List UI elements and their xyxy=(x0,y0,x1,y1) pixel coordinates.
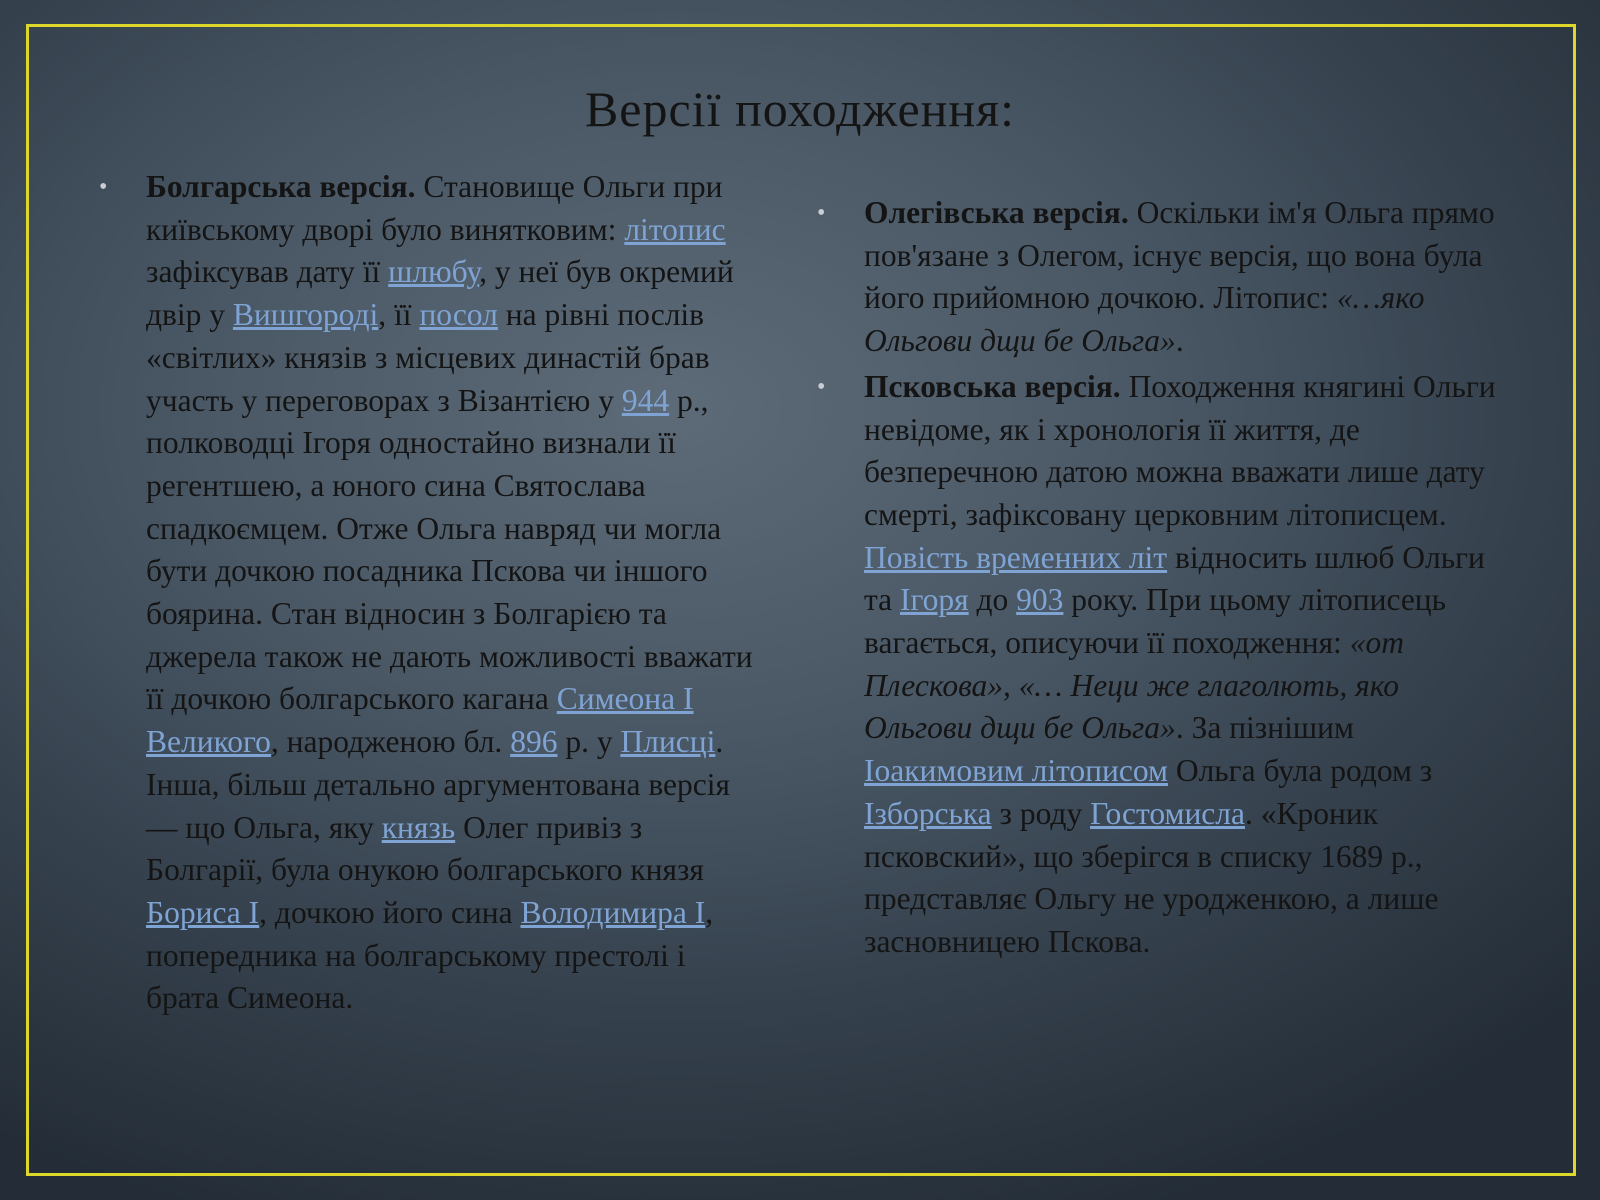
item-text: Олег привіз з Болгарії, була онукою болгарського князя xyxy=(146,809,704,888)
item-text: року. При цьому літописець вагається, описуючи її походження: xyxy=(864,582,1447,661)
link-shliub[interactable]: шлюбу xyxy=(388,254,480,290)
item-text: до xyxy=(968,582,1017,618)
link-izborsk[interactable]: Ізборська xyxy=(864,795,992,831)
oleg-version-item xyxy=(817,192,1504,363)
bullet-icon: • xyxy=(817,200,826,226)
item-text: . Інша, більш детально аргументована версія — що Ольга, яку xyxy=(146,724,730,845)
item-heading: Олегівська версія. xyxy=(864,195,1129,230)
pskov-version-item xyxy=(817,366,1504,964)
item-heading: Псковська версія. xyxy=(864,368,1121,404)
link-posol[interactable]: посол xyxy=(419,297,498,333)
item-text: , її xyxy=(378,297,420,333)
item-text: . За пізнішим xyxy=(1175,710,1354,746)
link-povist[interactable]: Повість временних літ xyxy=(864,539,1168,575)
item-text: Походження княгині Ольги невідоме, як і хронологія її життя, де безперечною датою можна вважати лише дату смерті, зафіксовану церковним літописцем. xyxy=(864,368,1496,532)
item-text: р. у xyxy=(557,724,621,760)
link-pliska[interactable]: Плисці xyxy=(620,724,716,760)
item-text: на рівні послів «світлих» князів з місцевих династій брав участь у переговорах з Візантією у xyxy=(146,297,710,418)
item-text: , народженою бл. xyxy=(270,724,511,760)
link-vyshhorod[interactable]: Вишгороді xyxy=(232,297,379,333)
right-column xyxy=(817,192,1504,967)
item-text: . «Кроник псковский», що зберігся в списку 1689 р., представляє Ольгу не уродженкою, а лише засновницею Пскова. xyxy=(864,795,1439,959)
item-text: , попередника на болгарському престолі і брата Симеона. xyxy=(146,894,714,1016)
item-text: . xyxy=(1175,323,1184,359)
item-text: відносить шлюб Ольги та xyxy=(864,539,1485,618)
link-volodymyr[interactable]: Володимира I xyxy=(520,894,706,930)
chronicle-quote: «…яко Ольгови дщи бе Ольга» xyxy=(864,280,1425,359)
item-text: Становище Ольги при київському дворі було винятковим: xyxy=(146,169,723,247)
item-text: , дочкою його сина xyxy=(259,894,521,930)
link-litopys[interactable]: літопис xyxy=(624,211,726,247)
link-gostomysl[interactable]: Гостомисла xyxy=(1090,795,1245,831)
link-944[interactable]: 944 xyxy=(621,382,670,418)
item-text: , у неї був окремий двір у xyxy=(146,254,734,333)
link-903[interactable]: 903 xyxy=(1016,582,1064,618)
item-text: р., полководці Ігоря одностайно визнали її регентшею, а юного сина Святослава спадкоємцем. Отже Ольга навряд чи могла бути дочкою посадника Пскова чи іншого боярина. Стан відносин з Болгарією та джерела також не дають можливості вважати її дочкою болгарського кагана xyxy=(146,382,753,717)
bulgarian-version-item xyxy=(99,166,766,1020)
link-simeon[interactable]: Симеона I Великого xyxy=(146,681,694,760)
bullet-icon: • xyxy=(99,174,108,200)
bullet-icon: • xyxy=(817,373,826,400)
item-text: з роду xyxy=(991,795,1091,831)
link-borys[interactable]: Бориса I xyxy=(146,894,260,930)
item-heading: Болгарська версія. xyxy=(146,169,416,204)
item-text: Ольга була родом з xyxy=(1167,753,1433,789)
item-text: зафіксував дату її xyxy=(146,254,389,290)
link-ioakym[interactable]: Іоакимовим літописом xyxy=(864,753,1168,789)
chronicle-quote: «от Плескова», «… Неци же глаголють, яко Ольгови дщи бе Ольга» xyxy=(864,625,1404,746)
link-896[interactable]: 896 xyxy=(510,724,558,760)
left-column xyxy=(99,166,766,1020)
slide-title: Версії походження: xyxy=(584,81,1016,137)
link-kniaz[interactable]: князь xyxy=(381,809,456,845)
item-text: Оскільки ім'я Ольга прямо пов'язане з Олегом, існує версія, що вона була його прийомною дочкою. Літопис: xyxy=(864,195,1495,316)
link-ihor[interactable]: Ігоря xyxy=(900,582,969,618)
